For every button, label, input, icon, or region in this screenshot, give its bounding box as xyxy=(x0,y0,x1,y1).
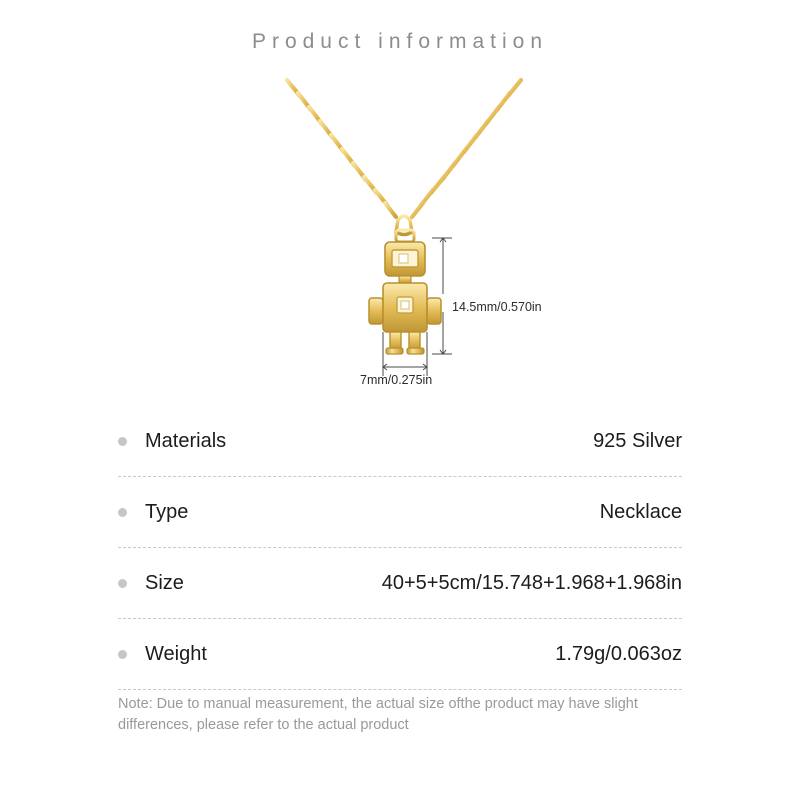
product-image-area xyxy=(0,60,800,400)
pendant-robot-neck xyxy=(399,276,411,283)
table-row xyxy=(118,548,682,619)
dimension-line-vertical xyxy=(432,238,452,354)
pendant-robot-body xyxy=(383,283,427,332)
spec-key-group xyxy=(118,572,184,595)
bullet-icon xyxy=(118,508,127,517)
table-row xyxy=(118,406,682,477)
spec-key: Type xyxy=(145,500,189,523)
bullet-icon xyxy=(118,650,127,659)
spec-value: Necklace xyxy=(599,500,682,523)
bullet-icon xyxy=(118,579,127,588)
spec-key-group xyxy=(118,643,207,666)
pendant-robot-legs xyxy=(386,332,424,354)
necklace-illustration xyxy=(0,60,800,400)
pendant-bail xyxy=(396,216,414,242)
spec-key-group xyxy=(118,430,226,453)
spec-key: Size xyxy=(145,571,184,594)
bullet-icon xyxy=(118,437,127,446)
spec-value: 40+5+5cm/15.748+1.968+1.968in xyxy=(381,571,682,594)
spec-key: Weight xyxy=(145,642,207,665)
page-title: Product information xyxy=(251,30,549,53)
dimension-width-label: 7mm/0.275in xyxy=(360,373,433,387)
spec-value: 925 Silver xyxy=(593,429,682,452)
spec-key: Materials xyxy=(145,429,227,452)
table-row xyxy=(118,619,682,690)
spec-key-group xyxy=(118,501,188,524)
chain-left xyxy=(287,80,396,217)
spec-value: 1.79g/0.063oz xyxy=(555,642,682,665)
specifications-table xyxy=(118,406,682,690)
chain-right xyxy=(412,80,521,217)
pendant-robot-head xyxy=(385,242,425,276)
table-row xyxy=(118,477,682,548)
dimension-height-label: 14.5mm/0.570in xyxy=(452,300,542,314)
measurement-note: Note: Due to manual measurement, the actual size ofthe product may have slight differences, please refer to the actual product xyxy=(118,696,638,733)
